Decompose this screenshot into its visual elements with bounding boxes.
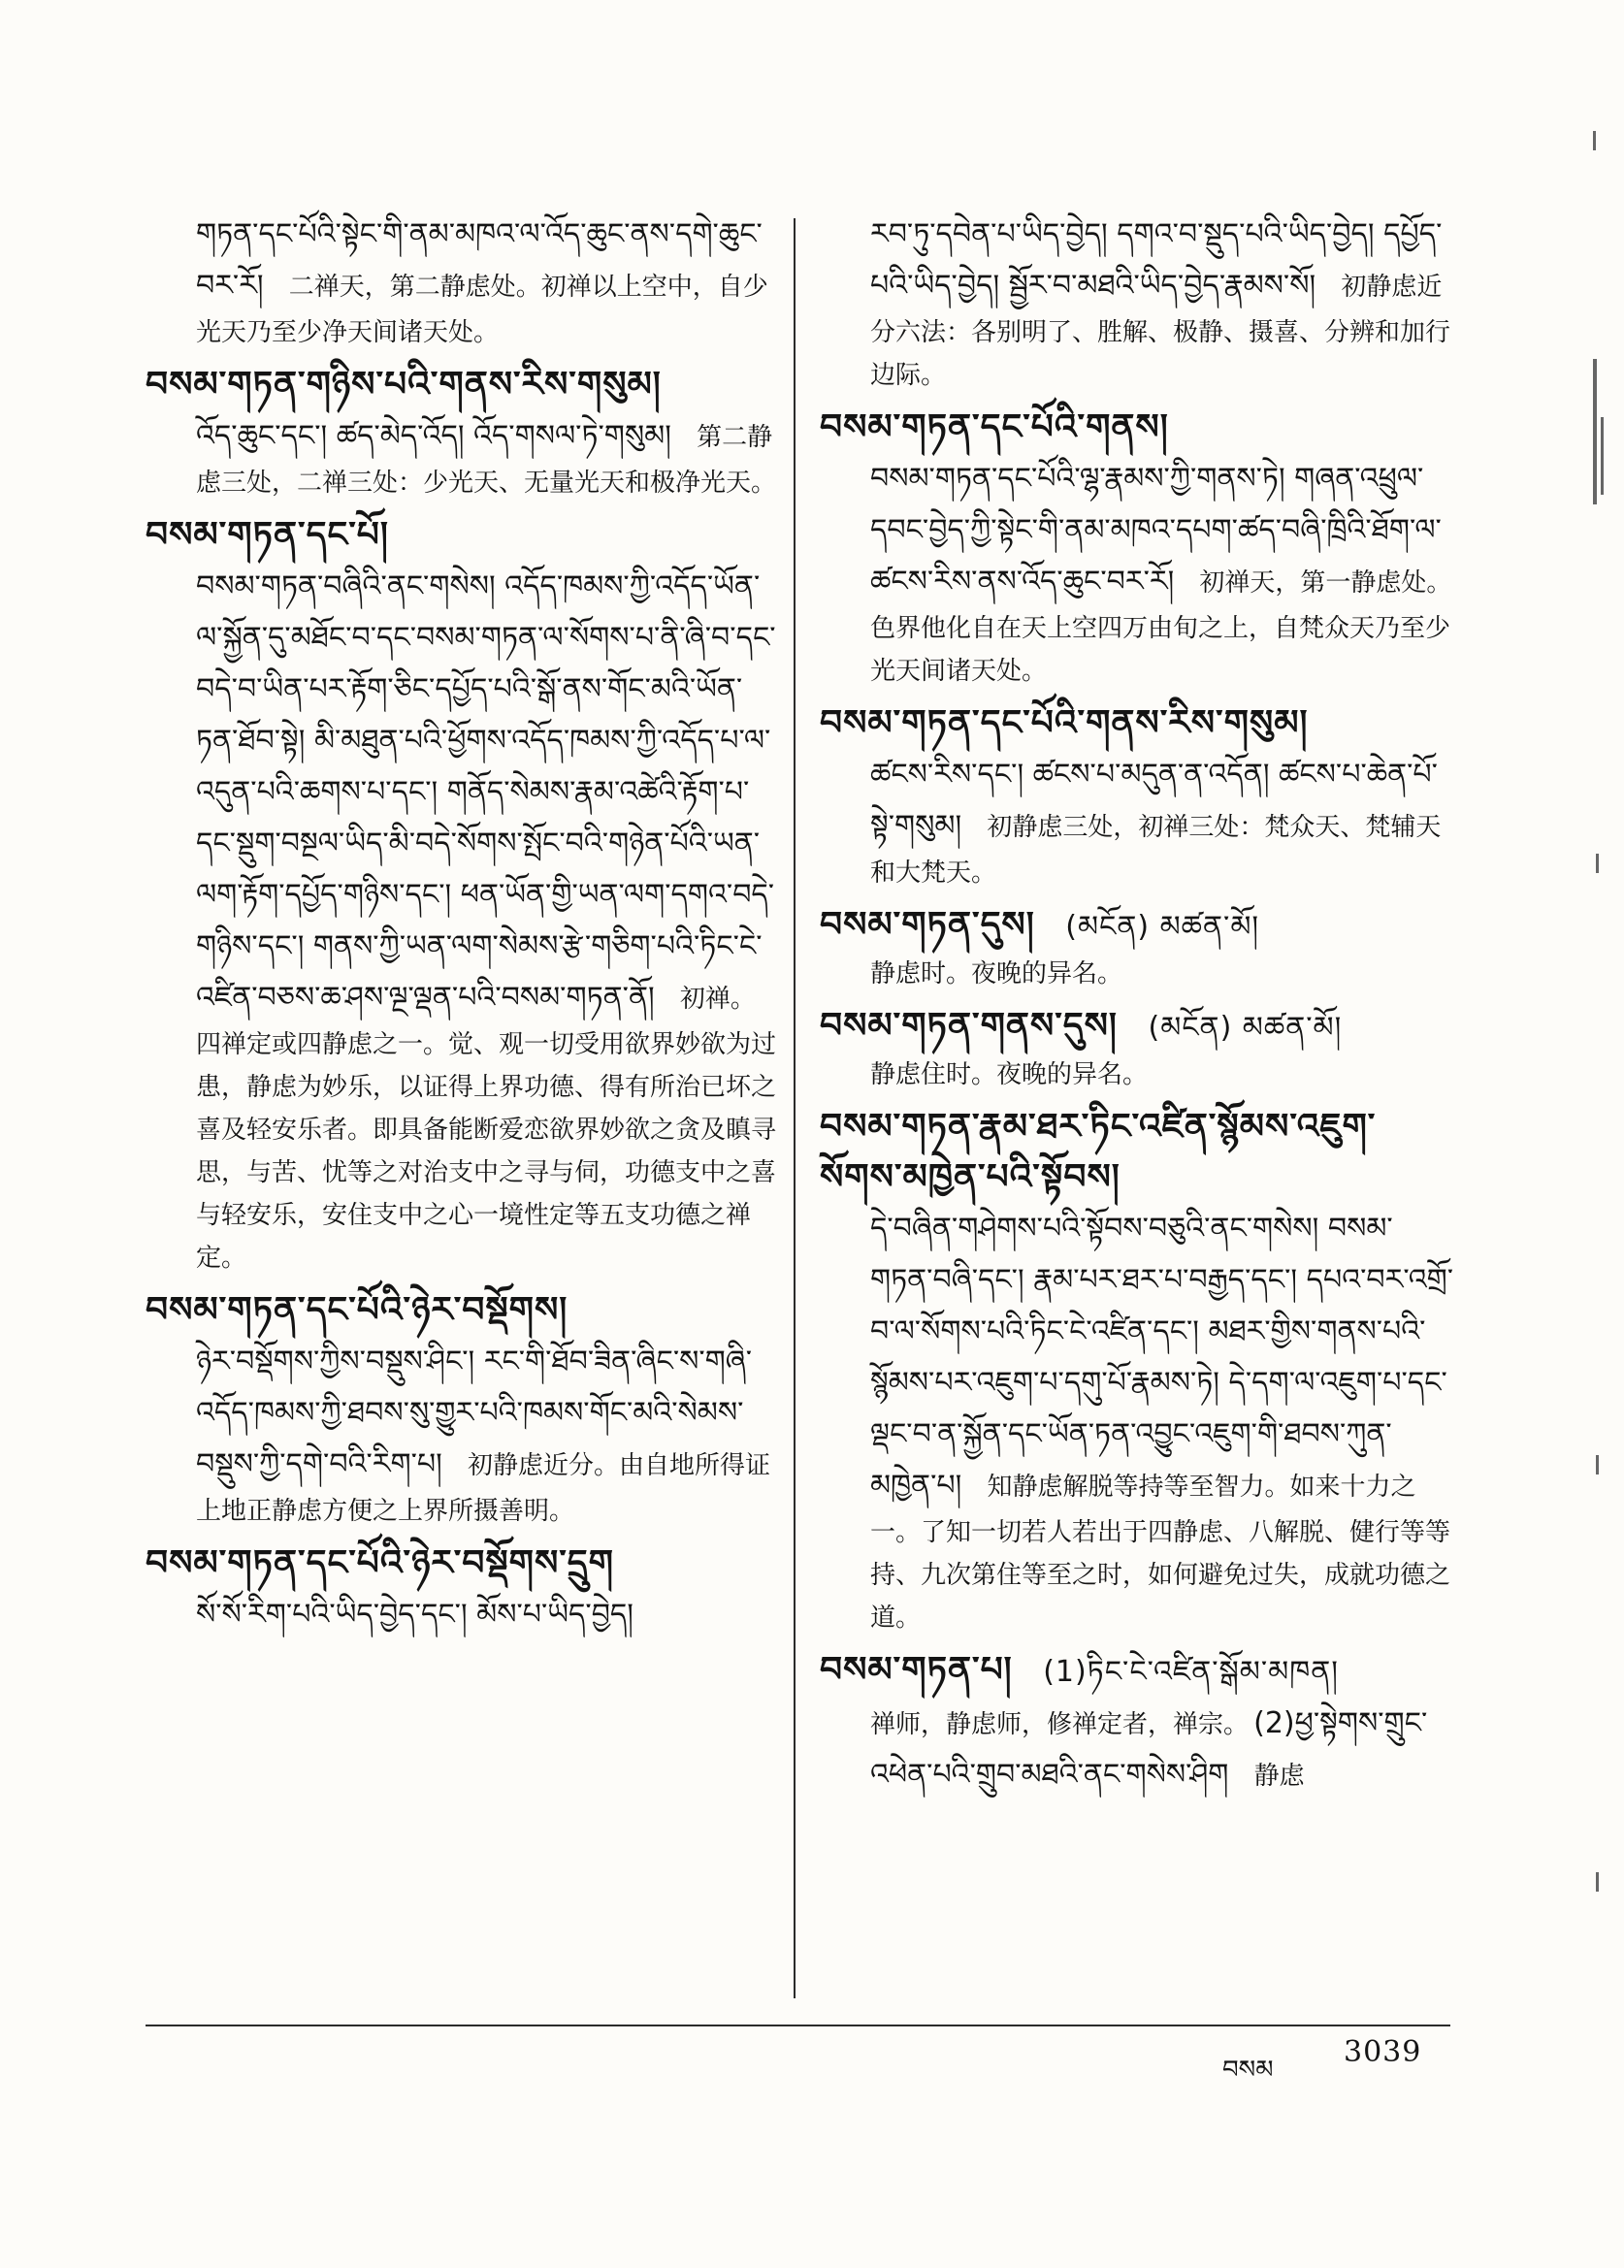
entry-body [820,1698,1455,1800]
dictionary-entry [146,510,776,1280]
dictionary-entry [820,698,1455,894]
entry-continuation [820,209,1455,397]
entry-body [820,1203,1455,1639]
entry-body [146,1336,776,1533]
tibetan-definition: ཚངས་རིས་དང་། ཚངས་པ་མདུན་ན་འདོན། ཚངས་པ་ཆེན་པོ་སྟེ་གསུམ། [870,758,1438,843]
headword-text: བསམ་གཏན་གནས་དུས། [820,1006,1118,1046]
entry-body [820,1053,1455,1096]
tibetan-definition: སོ་སོ་རིག་པའི་ཡིད་བྱེད་དང་། མོས་པ་ཡིད་བྱེད། [196,1598,633,1632]
tibetan-definition: བསམ་གཏན་བཞིའི་ནང་གསེས། འདོད་ཁམས་ཀྱི་འདོད་ཡོན་ལ་སྐྱོན་དུ་མཐོང་བ་དང་བསམ་གཏན་ལ་སོགས་པ་ནི་ཞི་བ་དང་བདེ་བ་ཡིན་པར་རྟོག་ཅིང་དཔྱོད་པའི་སྒོ་ནས་གོང་མའི་ཡོན་ཏན་ཐོབ་སྟེ། མི་མཐུན་པའི་ཕྱོགས་འདོད་ཁམས་ཀྱི་འདོད་པ་ལ་འདུན་པའི་ཆགས་པ་དང་། གནོད་སེམས་རྣམ་འཚེའི་རྟོག་པ་དང་སྡུག་བསྔལ་ཡིད་མི་བདེ་སོགས་སྤོང་བའི་གཉེན་པོའི་ཡན་ལག་རྟོག་དཔྱོད་གཉིས་དང་། ཕན་ཡོན་གྱི་ཡན་ལག་དགའ་བདེ་གཉིས་དང་། གནས་ཀྱི་ཡན་ལག་སེམས་རྩེ་གཅིག་པའི་ཏིང་ངེ་འཛིན་བཅས་ཆ་ཤས་ལྔ་ལྡན་པའི་བསམ་གཏན་ནོ། [196,569,776,1015]
tibetan-definition: ཉེར་བསྡོགས་ཀྱིས་བསྡུས་ཤིང་། རང་གི་ཐོབ་ཟིན་ཞིང་ས་གཞི་འདོད་ཁམས་ཀྱི་ཐབས་སུ་གྱུར་པའི་ཁམས་གོང་མའི་སེམས་བསྡུས་ཀྱི་དགེ་བའི་རིག་པ། [196,1345,753,1481]
entry-headword: བསམ་གཏན་གཉིས་པའི་གནས་རིས་གསུམ། [146,365,662,405]
chinese-definition: 初静虑三处，初禅三处：梵众天、梵辅天和大梵天。 [870,813,1442,888]
chinese-definition-2: 静虑 [1253,1762,1305,1791]
chinese-definition: 初静虑近分。由自地所得证上地正静虑方便之上界所摄善明。 [196,1451,770,1526]
entry-body [146,209,776,354]
left-column [146,209,776,1646]
tibetan-definition: འོད་ཆུང་དང་། ཚད་མེད་འོད། འོད་གསལ་ཏེ་གསུམ། [196,419,671,453]
chinese-definition: 初静虑近分六法：各别明了、胜解、极静、摄喜、分辨和加行边际。 [870,273,1451,390]
tibetan-definition: གཏན་དང་པོའི་སྟེང་གི་ནམ་མཁའ་ལ་འོད་ཆུང་ནས་དགེ་ཆུང་བར་རོ། [196,217,763,303]
entry-headword: བསམ་གཏན་དང་པོའི་གནས་རིས་གསུམ། [820,703,1309,743]
tibetan-definition: (མངོན) མཚན་མོ། [1148,1011,1343,1045]
dictionary-entry [820,1001,1455,1096]
chinese-definition: 静虑住时。夜晚的异名。 [870,1060,1149,1089]
tibetan-definition: རབ་ཏུ་དབེན་པ་ཡིད་བྱེད། དགའ་བ་སྡུད་པའི་ཡིད་བྱེད། དཔྱོད་པའི་ཡིད་བྱེད། སྦྱོར་བ་མཐའི་ཡིད་བྱེད་རྣམས་སོ། [870,217,1443,303]
dictionary-entry [820,403,1455,693]
entry-headword: བསམ་གཏན་དང་པོའི་ཉེར་བསྡོགས། [146,1290,568,1330]
dictionary-entry [820,1102,1455,1639]
scan-mark [1593,131,1596,150]
entry-body [820,749,1455,894]
dictionary-entry [146,1285,776,1533]
entry-headword [820,1001,1455,1053]
chinese-definition: 初禅。四禅定或四静虑之一。觉、观一切受用欲界妙欲为过患，静虑为妙乐，以证得上界功德、得有所治已坏之喜及轻安乐者。即具备能断爱恋欲界妙欲之贪及瞋寻思，与苦、忧等之对治支中之寻与伺，功德支中之喜与轻安乐，安住支中之心一境性定等五支功德之禅定。 [196,985,777,1273]
entry-headword: བསམ་གཏན་དང་པོ། [146,515,389,555]
entry-headword: བསམ་གཏན་རྣམ་ཐར་ཏིང་འཛིན་སྙོམས་འཇུག་སོགས་མཁྱེན་པའི་སྟོབས། [820,1107,1377,1197]
entry-headword [820,1645,1455,1698]
tibetan-definition: (མངོན) མཚན་མོ། [1065,910,1260,944]
chinese-definition: 初禅天，第一静虑处。色界他化自在天上空四万由旬之上，自梵众天乃至少光天间诸天处。 [870,568,1452,686]
entry-body [146,410,776,504]
right-column [820,209,1455,1806]
entry-body [820,209,1455,397]
headword-text: བསམ་གཏན་པ། [820,1650,1013,1690]
entry-body [146,1589,776,1640]
tibetan-definition: (1)ཏིང་ངེ་འཛིན་སྒོམ་མཁན། [1043,1655,1339,1689]
entry-headword [820,900,1455,953]
entry-body [820,953,1455,995]
scan-mark [1593,359,1597,504]
entry-body [146,561,776,1280]
dictionary-entry [146,360,776,504]
running-header-word: བསམ [1222,2056,1274,2085]
chinese-definition: 静虑时。夜晚的异名。 [870,959,1123,988]
headword-text: བསམ་གཏན་དུས། [820,905,1035,945]
scan-mark [1596,1872,1599,1892]
chinese-definition: 第二静虑三处，二禅三处：少光天、无量光天和极净光天。 [196,423,777,498]
tibetan-definition: དེ་བཞིན་གཤེགས་པའི་སྟོབས་བཅུའི་ནང་གསེས། བསམ་གཏན་བཞི་དང་། རྣམ་པར་ཐར་པ་བརྒྱད་དང་། དཔའ་བར་འགྲོ་བ་ལ་སོགས་པའི་ཏིང་ངེ་འཛིན་དང་། མཐར་གྱིས་གནས་པའི་སྙོམས་པར་འཇུག་པ་དགུ་པོ་རྣམས་ཏེ། དེ་དག་ལ་འཇུག་པ་དང་ལྡང་བ་ན་སྐྱོན་དང་ཡོན་ཏན་འབྱུང་འཇུག་གི་ཐབས་ཀུན་མཁྱེན་པ། [870,1212,1454,1503]
dictionary-entry [820,1645,1455,1800]
entry-headword: བསམ་གཏན་དང་པོའི་གནས། [820,407,1169,447]
scan-mark [1596,1455,1599,1474]
entry-headword: བསམ་གཏན་དང་པོའི་ཉེར་བསྡོགས་དྲུག [146,1543,615,1583]
tibetan-definition-2: (2)ཕྱ་སྟེགས་གྲུང་འཕེན་པའི་གྲུབ་མཐའི་ནང་གསེས་ཤིག [870,1706,1428,1792]
scan-mark [1596,854,1599,873]
chinese-definition: 知静虑解脱等持等至智力。如来十力之一。了知一切若人若出于四静虑、八解脱、健行等等持、九次第住等至之时，如何避免过失，成就功德之道。 [870,1473,1451,1633]
entry-continuation [146,209,776,354]
scan-mark [1601,417,1604,495]
footer-rule [146,2025,1450,2026]
dictionary-entry [146,1539,776,1640]
chinese-definition: 禅师，静虑师，修禅定者，禅宗。 [870,1710,1250,1739]
dictionary-entry [820,900,1455,995]
entry-body [820,453,1455,693]
page-number: 3039 [1344,2035,1422,2069]
column-divider [794,218,796,1998]
tibetan-definition: བསམ་གཏན་དང་པོའི་ལྷ་རྣམས་ཀྱི་གནས་ཏེ། གཞན་འཕྲུལ་དབང་བྱེད་ཀྱི་སྟེང་གི་ནམ་མཁའ་དཔག་ཚད་བཞི་ཁྲིའི་ཐོག་ལ་ཚངས་རིས་ནས་འོད་ཆུང་བར་རོ། [870,462,1442,599]
chinese-definition: 二禅天，第二静虑处。初禅以上空中，自少光天乃至少净天间诸天处。 [196,273,768,347]
